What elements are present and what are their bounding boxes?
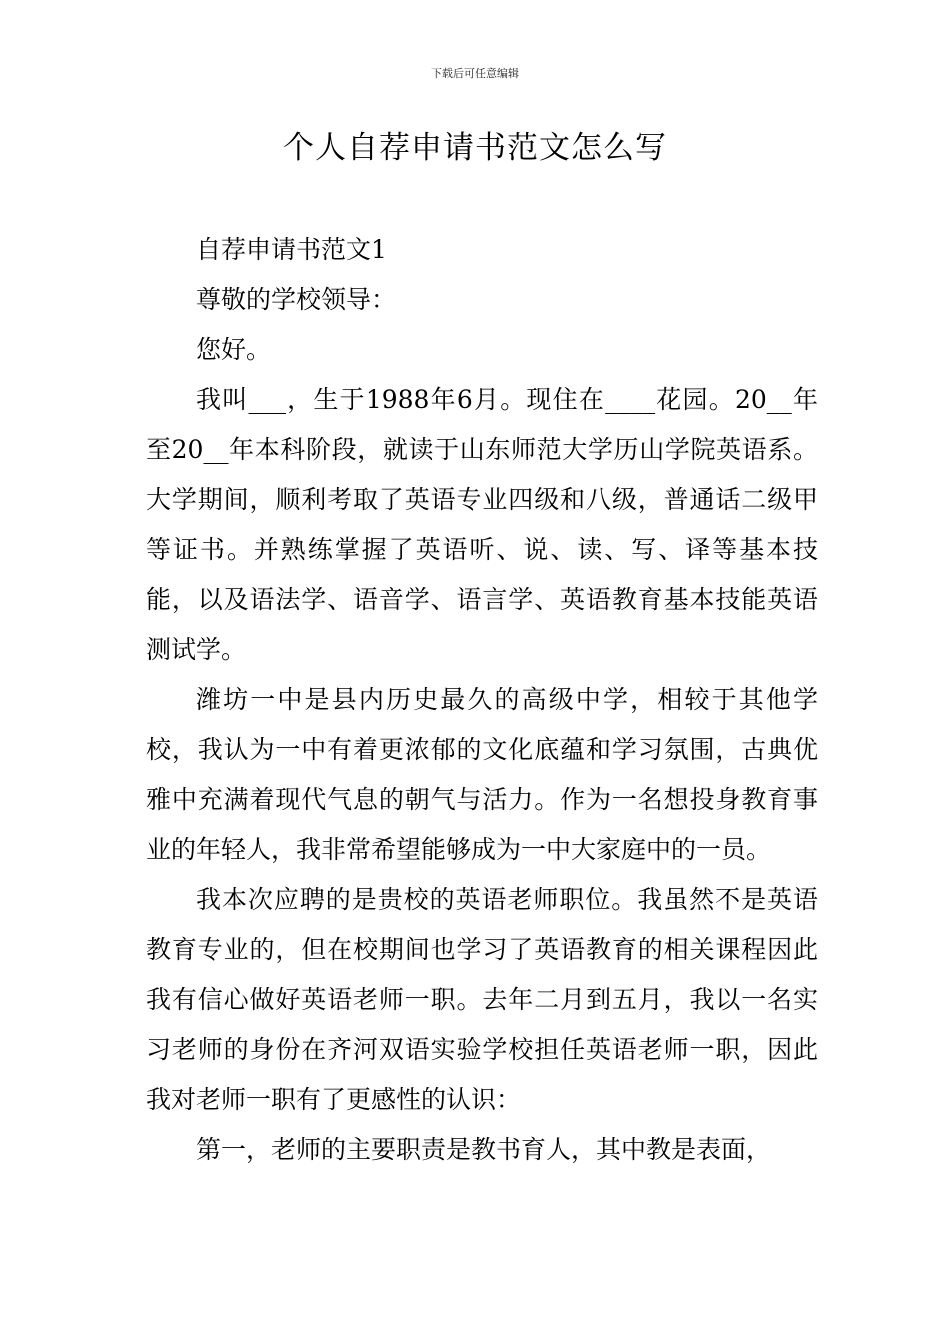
paragraph-salutation: 尊敬的学校领导： (196, 285, 397, 314)
paragraph-position: 我本次应聘的是贵校的英语老师职位。我虽然不是英语教育专业的，但在校期间也学习了英语教育的相关课程因此我有信心做好英语老师一职。去年二月到五月，我以一名实习老师的身份在齐河双语实验学校担任英语老师一职，因此我对老师一职有了更感性的认识： (146, 885, 818, 1114)
paragraph-school: 潍坊一中是县内历史最久的高级中学，相较于其他学校，我认为一中有着更浓郁的文化底蕴和学习氛围，古典优雅中充满着现代气息的朝气与活力。作为一名想投身教育事业的年轻人，我非常希望能够成为一中大家庭中的一员。 (146, 685, 818, 864)
paragraph-heading: 自荐申请书范文1 (196, 235, 387, 264)
paragraph-first-point: 第一，老师的主要职责是教书育人，其中教是表面， (196, 1135, 772, 1164)
paragraph-greeting: 您好。 (196, 335, 272, 364)
document-title: 个人自荐申请书范文怎么写 (283, 130, 667, 166)
header-note: 下载后可任意编辑 (431, 67, 519, 80)
document-body (146, 225, 818, 1175)
paragraph-introduction: 我叫___，生于1988年6月。现住在____花园。20__年至20__年本科阶段，就读于山东师范大学历山学院英语系。大学期间，顺利考取了英语专业四级和八级，普通话二级甲等证书。并熟练掌握了英语听、说、读、写、译等基本技能，以及语法学、语音学、语言学、英语教育基本技能英语测试学。 (146, 385, 818, 664)
